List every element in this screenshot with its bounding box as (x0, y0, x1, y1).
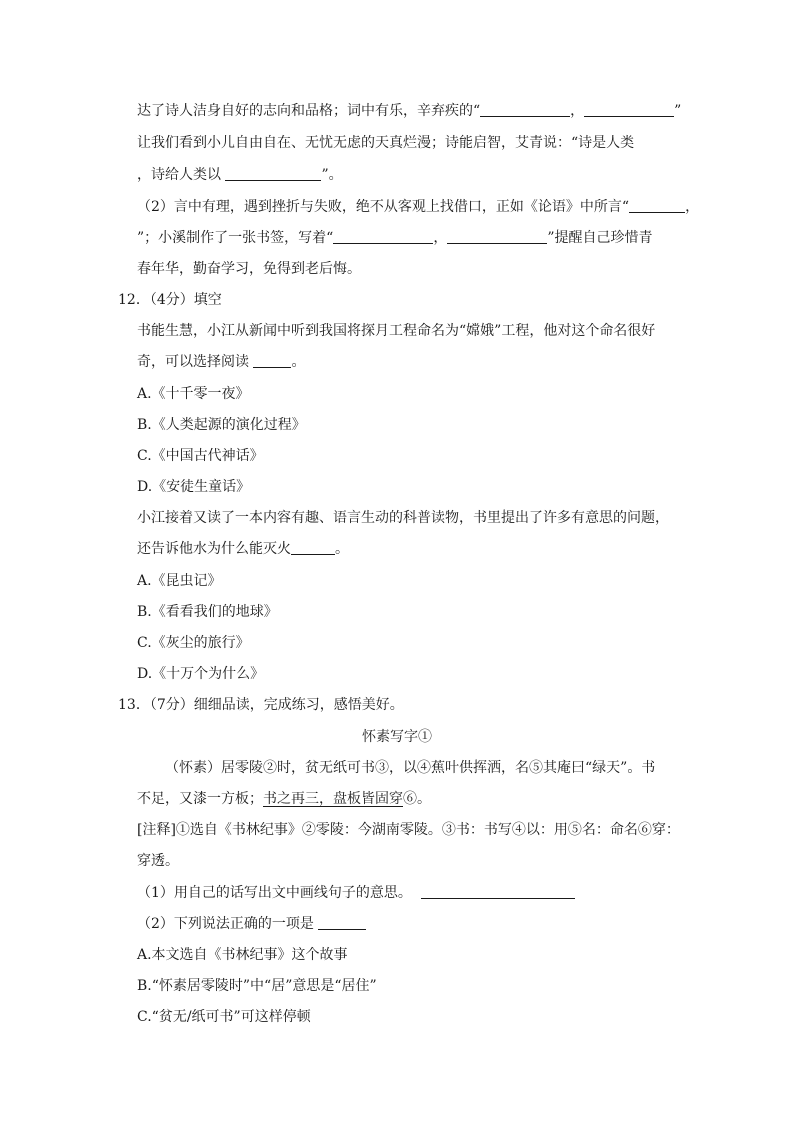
q11-line2: 让我们看到小儿自由自在、无忧无虑的天真烂漫；诗能启智，艾青说：“诗是人类 (137, 135, 635, 151)
q12-option-d[interactable]: D.《安徒生童话》 (137, 479, 251, 495)
q13-sub1-text: （1）用自己的话写出文中画线句子的意思。 (137, 885, 412, 901)
answer-blank[interactable] (318, 915, 366, 930)
q13-choice-c[interactable]: C.“贫无/纸可书”可这样停顿 (137, 1009, 311, 1025)
q12-header: 12．（4分）填空 (118, 292, 222, 308)
q11-part2-line2-comma: ， (433, 230, 448, 246)
q11-line1-quote: ” (674, 103, 682, 119)
q11-part2-line3: 春年华，勤奋学习，免得到老后悔。 (137, 261, 361, 277)
q12-option-a2[interactable]: A.《昆虫记》 (137, 573, 222, 589)
answer-blank[interactable] (253, 353, 291, 368)
passage-para2-end: ⑥。 (403, 791, 431, 807)
q11-part2-line2 (137, 228, 653, 248)
underlined-sentence: 书之再三，盘板皆固穿 (263, 791, 403, 807)
q12-option-b[interactable]: B.《人类起源的演化过程》 (137, 417, 306, 433)
q13-choice-b[interactable]: B.“怀素居零陵时”中“居”意思是“居住” (137, 978, 377, 994)
q11-line1 (137, 101, 681, 121)
answer-blank[interactable] (584, 102, 674, 117)
answer-blank[interactable] (447, 229, 547, 244)
q12-stem2-line2 (137, 539, 349, 559)
answer-blank[interactable] (333, 229, 433, 244)
q13-sub2 (137, 914, 366, 934)
q12-option-b2[interactable]: B.《看看我们的地球》 (137, 604, 278, 620)
q12-stem1-line2 (137, 352, 305, 372)
q11-line3-end: ”。 (321, 167, 343, 183)
answer-blank[interactable] (629, 198, 685, 213)
q11-line1-text: 达了诗人洁身自好的志向和品格；词中有乐，辛弃疾的“ (137, 103, 481, 119)
q12-stem2-text: 还告诉他水为什么能灭火 (137, 541, 291, 557)
q12-stem2-line1: 小江接着又读了一本内容有趣、语言生动的科普读物，书里提出了许多有意思的问题， (137, 510, 669, 526)
q12-stem2-end: 。 (335, 541, 349, 557)
passage-para2-text: 不足，又漆一方板； (137, 791, 263, 807)
q12-option-d2[interactable]: D.《十万个为什么》 (137, 666, 265, 682)
q11-part2-line2-text: ”；小溪制作了一张书签，写着“ (137, 230, 334, 246)
q12-stem1-end: 。 (291, 354, 306, 370)
passage-para1: （怀素）居零陵②时，贫无纸可书③，以④蕉叶供挥洒，名⑤其庵曰“绿天”。书 (165, 760, 656, 776)
q12-option-c2[interactable]: C.《灰尘的旅行》 (137, 635, 250, 651)
q13-sub2-text: （2）下列说法正确的一项是 (137, 916, 314, 932)
q12-option-c[interactable]: C.《中国古代神话》 (137, 448, 264, 464)
q12-option-a[interactable]: A.《十千零一夜》 (137, 386, 250, 402)
q11-part2-line1 (137, 197, 699, 217)
q11-part2-text: （2）言中有理，遇到挫折与失败，绝不从客观上找借口，正如《论语》中所言“ (137, 199, 630, 215)
passage-notes-line1: [注释]①选自《书林纪事》②零陵：今湖南零陵。③书：书写④以：用⑤名：命名⑥穿： (137, 822, 680, 838)
q11-line3 (137, 165, 343, 185)
passage-notes-line2: 穿透。 (137, 853, 179, 869)
q11-part2-line2-end: ”提醒自己珍惜青 (547, 230, 653, 246)
q12-stem1-line1: 书能生慧，小江从新闻中听到我国将探月工程命名为“嫦娥”工程，他对这个命名很好 (137, 323, 656, 339)
answer-blank[interactable] (225, 166, 321, 181)
passage-para2 (137, 789, 431, 809)
answer-blank[interactable] (291, 540, 335, 555)
q12-stem1-text: 奇，可以选择阅读 (137, 354, 249, 370)
q11-line1-comma: ， (570, 103, 585, 119)
answer-blank[interactable] (480, 102, 570, 117)
answer-blank[interactable] (421, 884, 575, 899)
q11-part2-comma: ， (685, 199, 700, 215)
q13-sub1 (137, 883, 575, 903)
q13-header: 13．（7分）细细品读，完成练习，感悟美好。 (118, 697, 404, 713)
passage-title: 怀素写字① (362, 729, 432, 745)
q11-line3-text: ，诗给人类以 (137, 167, 221, 183)
q13-choice-a[interactable]: A.本文选自《书林纪事》这个故事 (137, 947, 348, 963)
